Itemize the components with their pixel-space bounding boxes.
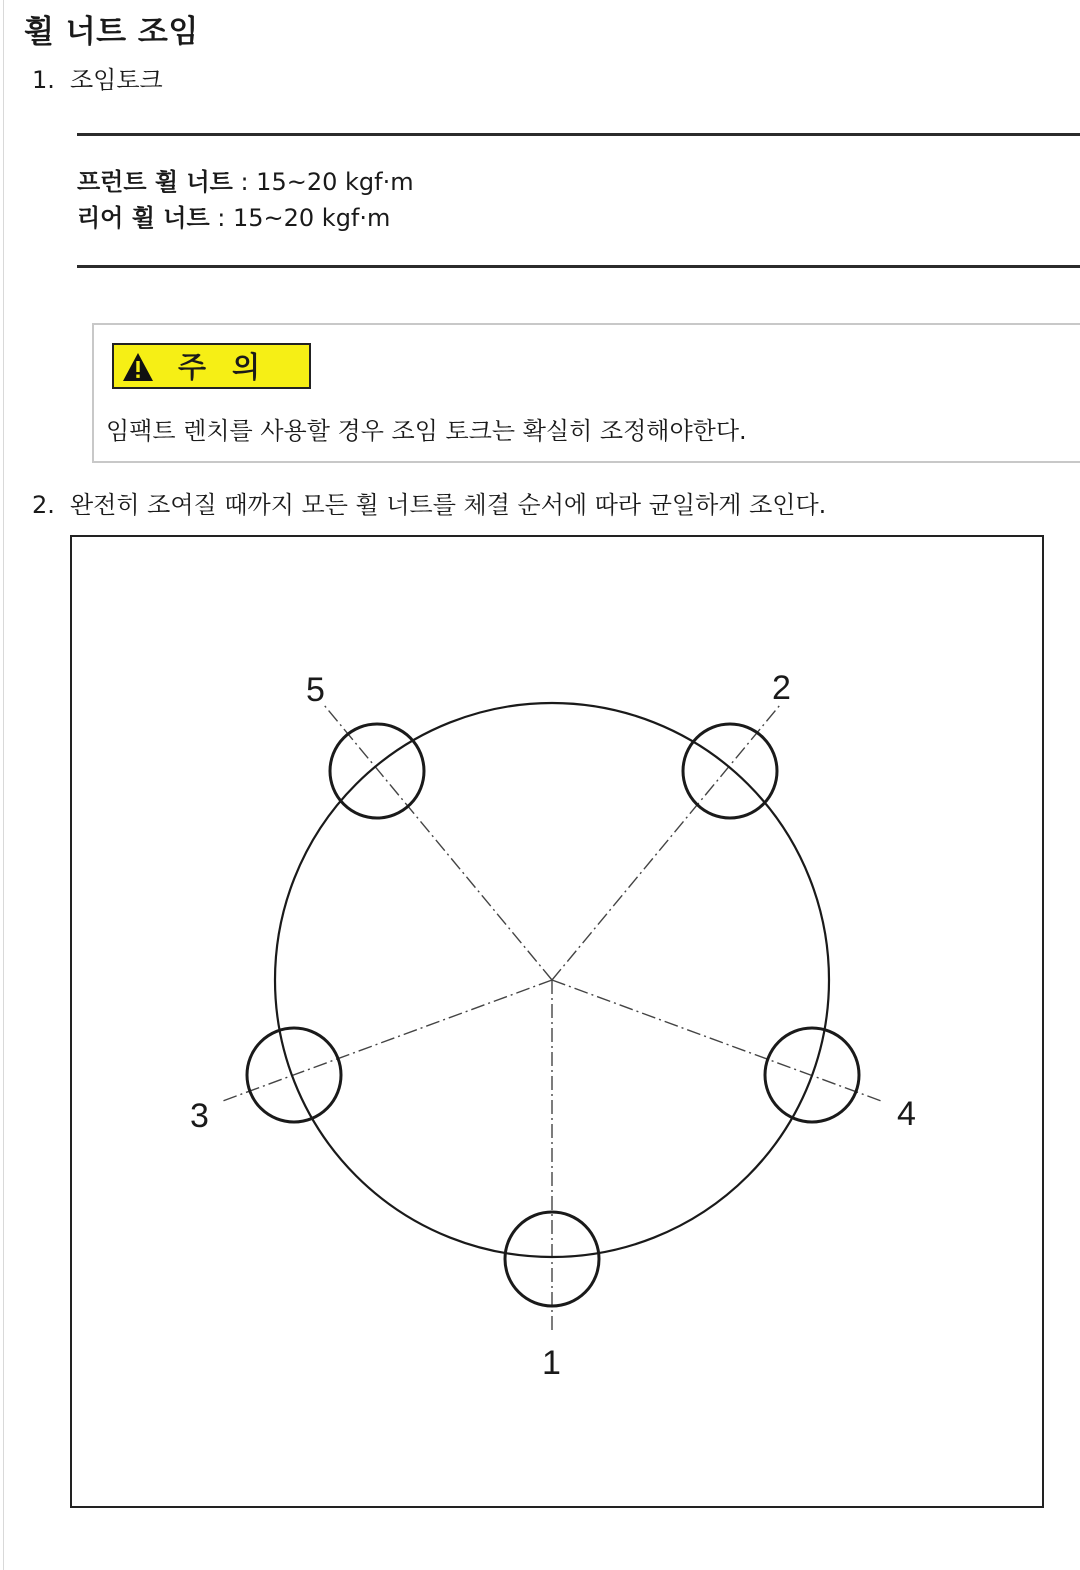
warning-triangle-icon	[122, 352, 154, 382]
nut-5	[330, 724, 424, 818]
nut-label-5: 5	[306, 671, 325, 709]
page-title: 휠 너트 조임	[24, 14, 199, 50]
center-line-4	[552, 980, 884, 1102]
caution-text: 임팩트 렌치를 사용할 경우 조임 토크는 확실히 조정해야한다.	[106, 417, 747, 445]
wheel-nut-diagram	[72, 537, 1042, 1506]
center-line-5	[324, 705, 552, 980]
spec-value: 15~20 kgf·m	[232, 204, 391, 232]
tightening-sequence-figure	[70, 535, 1044, 1508]
spec-label: 리어 휠 너트	[77, 204, 210, 232]
spec-divider-top	[77, 133, 1080, 136]
caution-badge	[112, 343, 311, 389]
step-2	[32, 489, 826, 521]
spec-separator: :	[209, 204, 233, 232]
center-line-3	[220, 980, 552, 1102]
nut-circles	[247, 724, 859, 1306]
step-number: 2.	[32, 491, 55, 519]
caution-title: 주의	[178, 350, 287, 384]
rear-wheel-nut-spec	[77, 201, 390, 235]
center-lines	[220, 705, 884, 1332]
nut-2	[683, 724, 777, 818]
spec-label: 프런트 휠 너트	[77, 168, 233, 196]
center-line-2	[552, 705, 780, 980]
page-left-border	[3, 0, 4, 1570]
step-text: 조임토크	[70, 66, 163, 94]
step-1	[32, 64, 163, 96]
step-text: 완전히 조여질 때까지 모든 휠 너트를 체결 순서에 따라 균일하게 조인다.	[70, 491, 827, 519]
step-number: 1.	[32, 66, 55, 94]
nut-label-2: 2	[772, 669, 791, 707]
nut-label-1: 1	[542, 1344, 561, 1382]
front-wheel-nut-spec	[77, 165, 414, 199]
spec-divider-bottom	[77, 265, 1080, 268]
spec-value: 15~20 kgf·m	[256, 168, 414, 196]
spec-separator: :	[232, 168, 257, 196]
nut-label-3: 3	[190, 1097, 209, 1135]
caution-box	[92, 323, 1080, 463]
nut-label-4: 4	[897, 1095, 916, 1133]
